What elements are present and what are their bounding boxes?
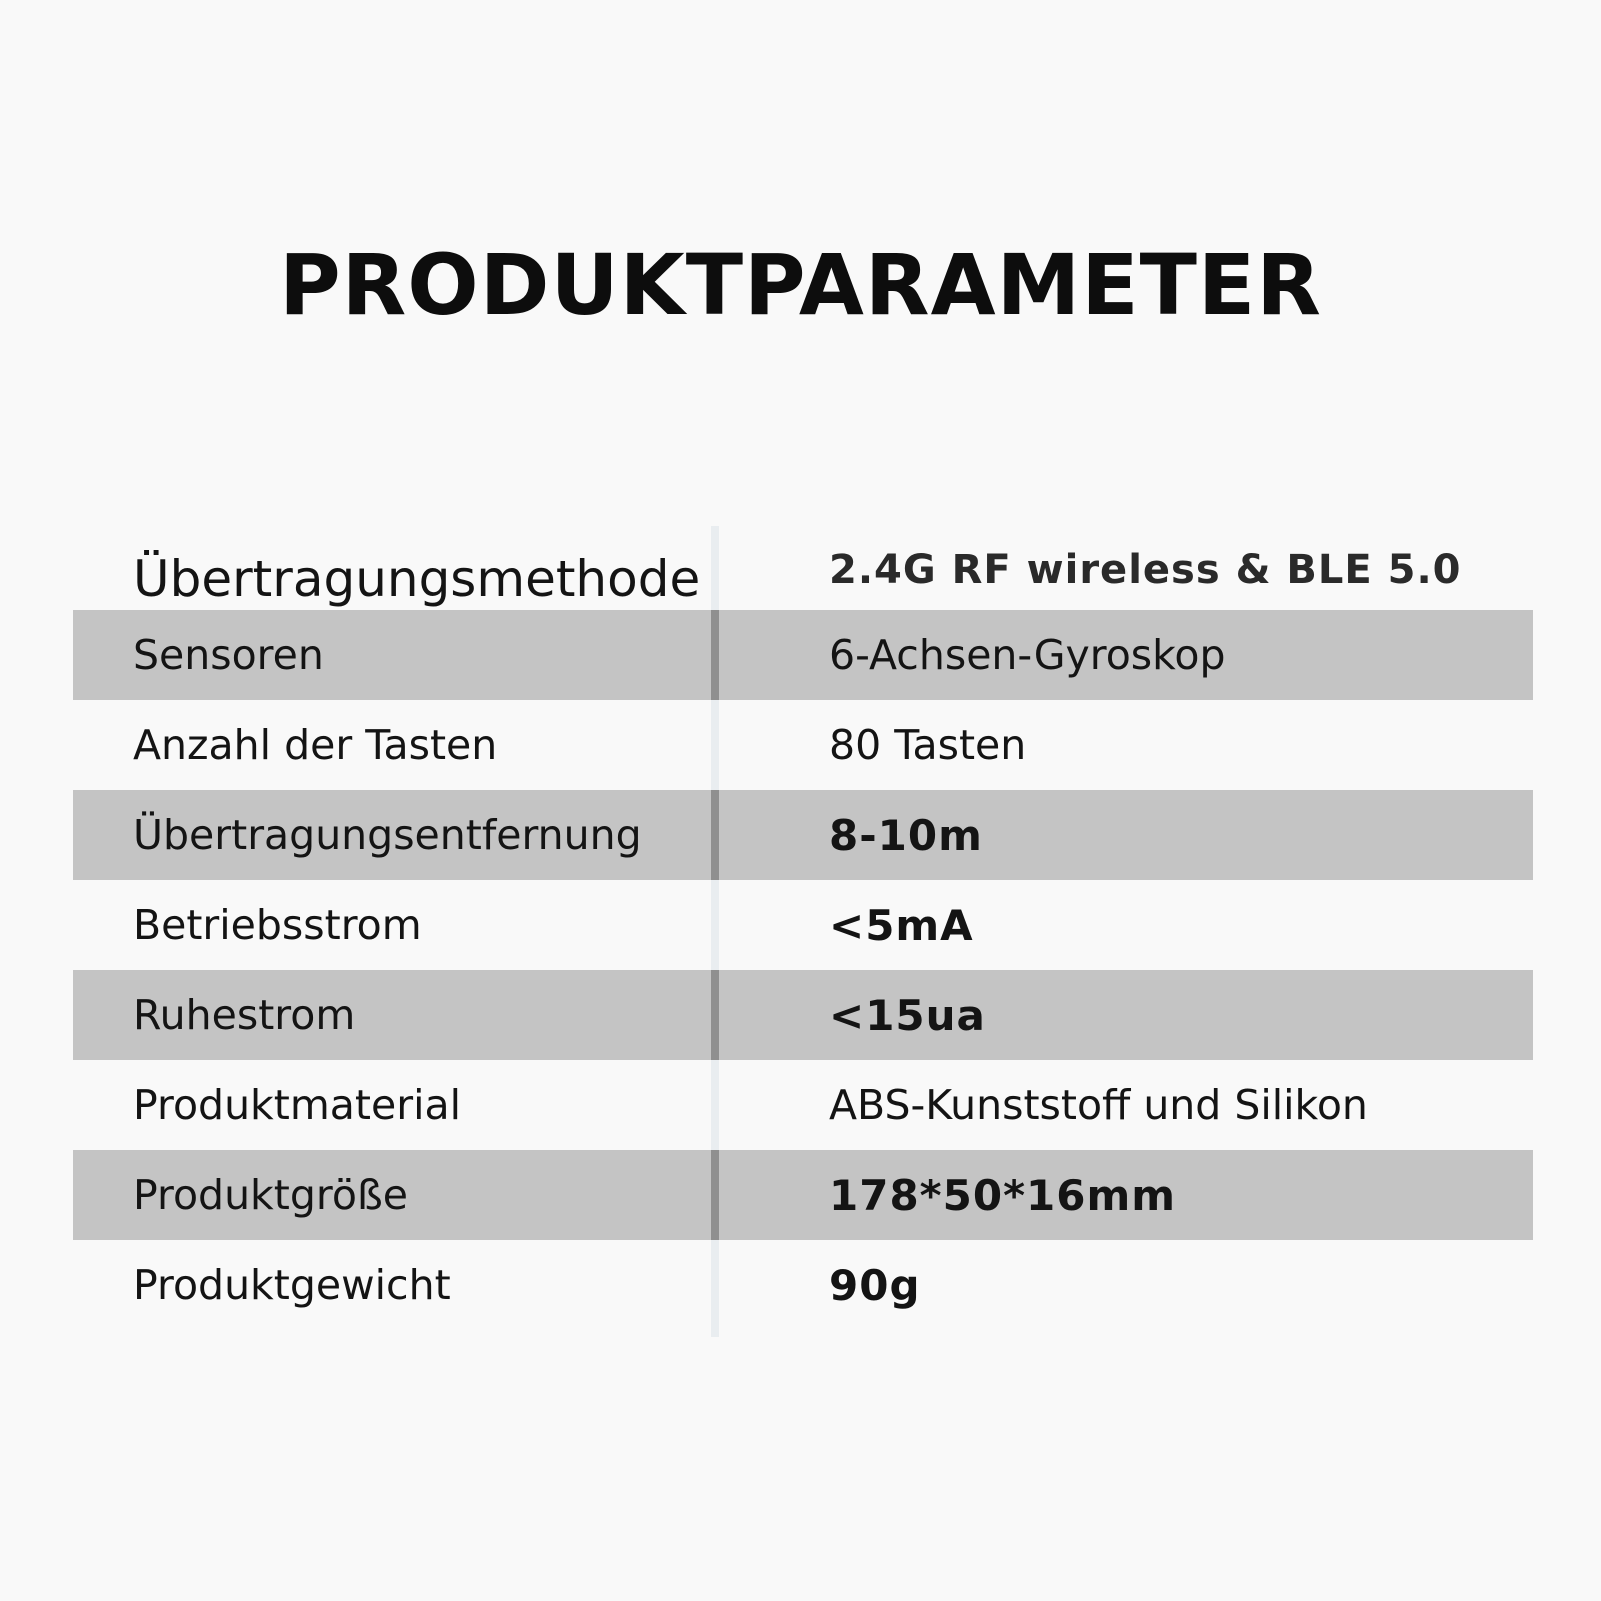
spec-row-sensors	[73, 610, 1533, 700]
spec-row-product-material	[73, 1060, 1533, 1150]
spec-value: 90g	[829, 1260, 921, 1310]
spec-value: 2.4G RF wireless & BLE 5.0	[829, 547, 1462, 593]
spec-row-transmission-distance	[73, 790, 1533, 880]
spec-value: 178*50*16mm	[829, 1170, 1177, 1220]
spec-row-standby-current	[73, 970, 1533, 1060]
spec-value: <15ua	[829, 990, 986, 1040]
spec-value: 80 Tasten	[829, 721, 1027, 769]
spec-label: Produktmaterial	[133, 1081, 461, 1129]
spec-row-operating-current	[73, 880, 1533, 970]
spec-value: 8-10m	[829, 810, 983, 860]
spec-label: Betriebsstrom	[133, 901, 422, 949]
spec-label: Übertragungsmethode	[133, 550, 701, 608]
spec-label: Produktgröße	[133, 1171, 408, 1219]
spec-row-transmission-method	[73, 530, 1533, 610]
spec-label: Übertragungsentfernung	[133, 811, 642, 859]
page-title: PRODUKTPARAMETER	[279, 236, 1322, 334]
spec-table	[73, 530, 1533, 1330]
spec-row-product-size	[73, 1150, 1533, 1240]
spec-label: Sensoren	[133, 631, 324, 679]
spec-value: <5mA	[829, 900, 974, 950]
spec-row-product-weight	[73, 1240, 1533, 1330]
spec-value: 6-Achsen-Gyroskop	[829, 631, 1226, 679]
spec-label: Ruhestrom	[133, 991, 356, 1039]
spec-row-key-count	[73, 700, 1533, 790]
spec-value: ABS-Kunststoff und Silikon	[829, 1081, 1368, 1129]
spec-label: Produktgewicht	[133, 1261, 451, 1309]
spec-label: Anzahl der Tasten	[133, 721, 498, 769]
